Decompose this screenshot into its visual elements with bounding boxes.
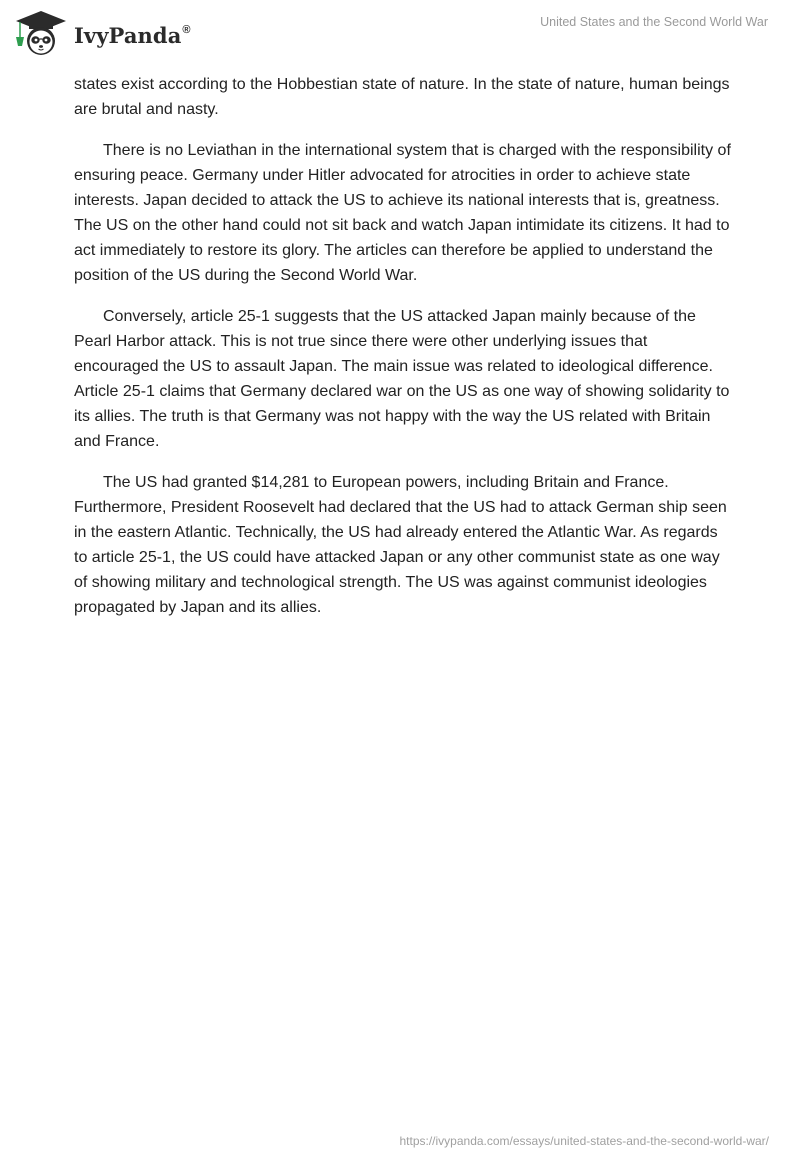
paragraph-4: The US had granted $14,281 to European powers, including Britain and France. Furthermore, President Roosevelt had declared that the US had to attack German ship seen in the eastern Atlantic. Technically, the US had already entered the Atlantic War. As regards to article 25-1, the US could have attacked Japan or any other communist state as one way of showing military and technological strength. The US was against communist ideologies propagated by Japan and its allies.	[74, 474, 727, 616]
source-url-link[interactable]: https://ivypanda.com/essays/united-states-and-the-second-world-war/	[399, 1134, 769, 1148]
paragraph-2: There is no Leviathan in the international system that is charged with the responsibility of ensuring peace. Germany under Hitler advocated for atrocities in order to achieve state interests. Japan decided to attack the US to achieve its national interests that is, greatness. The US on the other hand could not sit back and watch Japan intimidate its citizens. It had to act immediately to restore its glory. The articles can therefore be applied to understand the position of the US during the Second World War.	[74, 142, 731, 284]
page-header	[0, 0, 800, 70]
logo-wordmark	[74, 23, 191, 48]
logo-name: IvyPanda	[74, 22, 182, 48]
paragraph-1: states exist according to the Hobbestian state of nature. In the state of nature, human beings are brutal and nasty.	[74, 76, 730, 118]
essay-body	[74, 72, 734, 636]
panda-graduate-icon	[14, 9, 68, 57]
registered-mark: ®	[182, 23, 191, 36]
paragraph-3: Conversely, article 25-1 suggests that the US attacked Japan mainly because of the Pearl Harbor attack. This is not true since there were other underlying issues that encouraged the US to assault Japan. The main issue was related to ideological difference. Article 25-1 claims that Germany declared war on the US as one way of showing solidarity to its allies. The truth is that Germany was not happy with the way the US related with Britain and France.	[74, 308, 730, 450]
ivypanda-logo[interactable]	[14, 9, 191, 57]
document-title: United States and the Second World War	[540, 15, 768, 29]
